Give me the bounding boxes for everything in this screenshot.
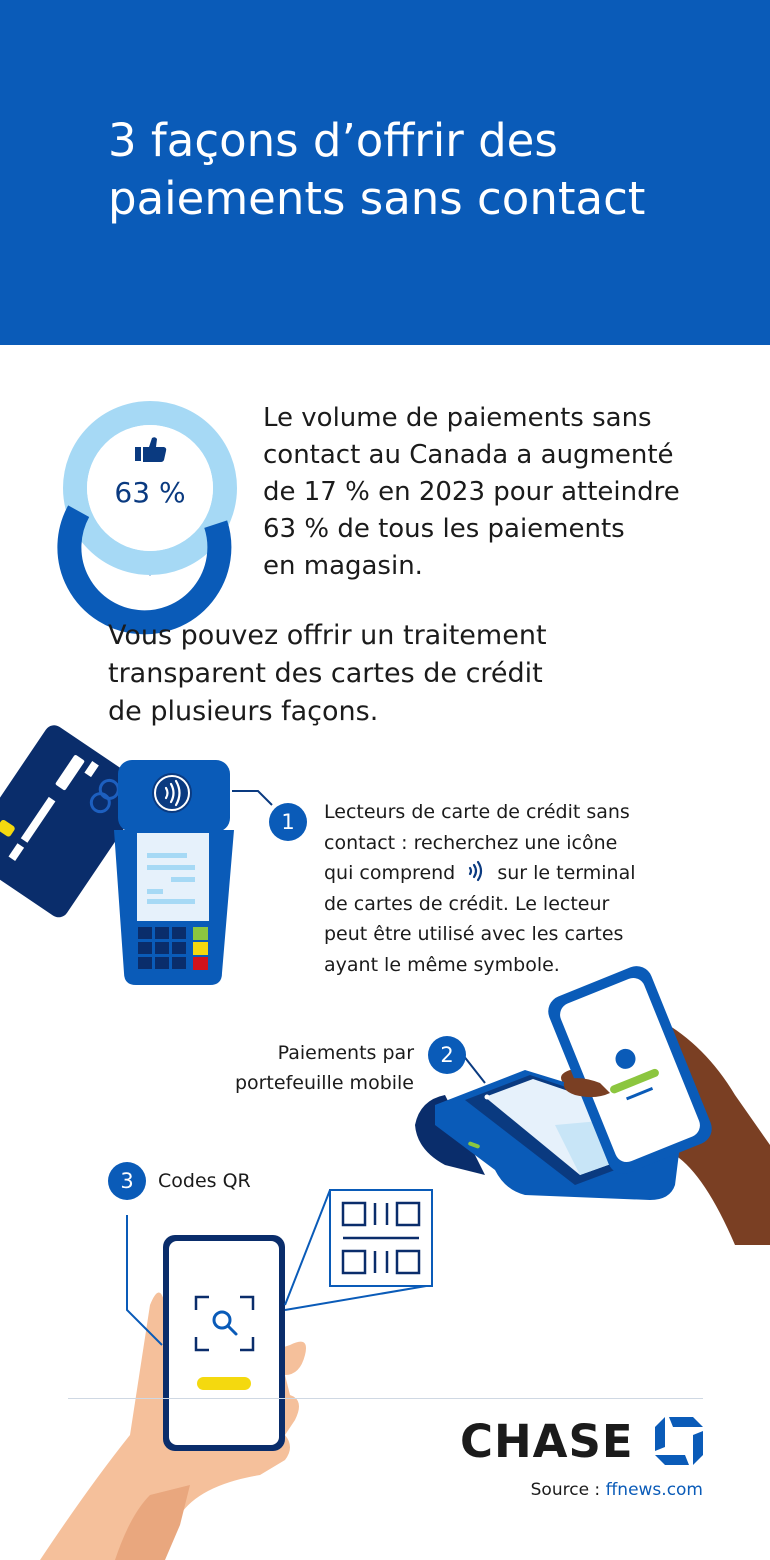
stat-line: Le volume de paiements sans (263, 403, 652, 433)
intro-line: transparent des cartes de crédit (108, 658, 543, 689)
step-1-line: qui comprend sur le terminal (324, 862, 636, 884)
intro-paragraph (108, 617, 628, 731)
chase-octagon-logo-icon (655, 1417, 703, 1465)
footer-divider (68, 1398, 703, 1399)
contactless-icon (461, 860, 491, 882)
step-1-line: Lecteurs de carte de crédit sans (324, 801, 630, 823)
smartphone-icon (163, 1235, 285, 1451)
card-terminal (114, 760, 234, 985)
step-2-badge: 2 (428, 1036, 466, 1074)
step-1-line: peut être utilisé avec les cartes (324, 923, 624, 945)
header-banner (0, 0, 770, 345)
title-line-2: paiements sans contact (108, 172, 646, 225)
step-2-description (190, 1038, 414, 1098)
contactless-terminal-illustration (0, 735, 320, 995)
step-1-badge: 1 (269, 803, 307, 841)
chase-logo-text: CHASE (460, 1415, 634, 1468)
source-credit (500, 1480, 703, 1500)
step-1-line: ayant le même symbole. (324, 953, 560, 976)
step-2-line: Paiements par (277, 1042, 414, 1064)
step-3-badge: 3 (108, 1162, 146, 1200)
stat-line: 63 % de tous les paiements (263, 514, 625, 544)
intro-line: Vous pouvez offrir un traitement (108, 620, 547, 651)
step-3-description: Codes QR (158, 1170, 251, 1192)
title-line-1: 3 façons d’offrir des (108, 114, 558, 167)
step-1-description (324, 797, 684, 980)
donut-percent-label: 63 % (114, 476, 186, 509)
stat-line: de 17 % en 2023 pour atteindre (263, 477, 680, 507)
page-title (108, 112, 728, 228)
step-2-line: portefeuille mobile (234, 1072, 414, 1094)
stat-line: en magasin. (263, 551, 423, 581)
mobile-wallet-illustration (405, 975, 770, 1245)
step-1-line: de cartes de crédit. Le lecteur (324, 892, 610, 915)
qr-code-illustration (0, 1185, 440, 1560)
intro-line: de plusieurs façons. (108, 696, 379, 727)
step-1-line: contact : recherchez une icône (324, 831, 618, 854)
stat-line: contact au Canada a augmenté (263, 440, 674, 470)
stat-paragraph (263, 400, 733, 585)
source-link[interactable]: ffnews.com (605, 1480, 703, 1500)
source-label: Source : (530, 1480, 606, 1500)
